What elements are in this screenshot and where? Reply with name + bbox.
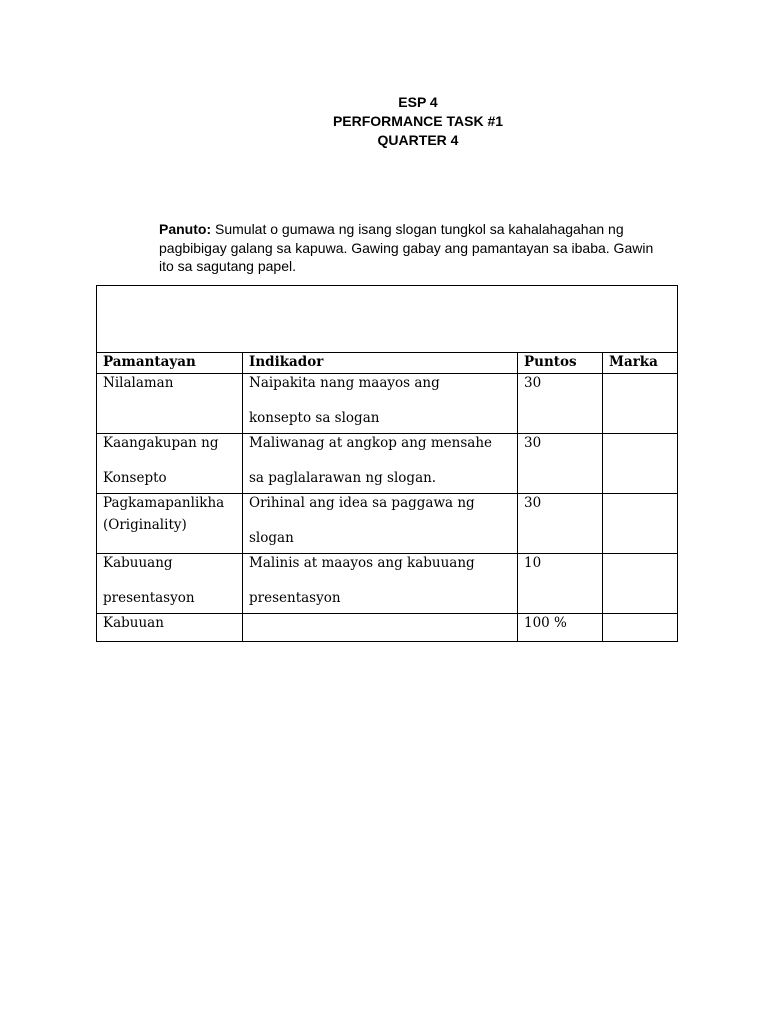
header-marka: Marka <box>603 353 678 374</box>
header-indikador: Indikador <box>243 353 518 374</box>
puntos-cell: 10 <box>518 554 603 614</box>
column-headers <box>97 353 678 374</box>
quarter-title: QUARTER 4 <box>377 132 459 148</box>
puntos-cell: 30 <box>518 374 603 434</box>
marka-cell[interactable] <box>603 374 678 434</box>
pamantayan-cell <box>97 434 243 494</box>
total-row <box>97 614 678 642</box>
total-indikador <box>243 614 518 642</box>
table-row <box>97 494 678 554</box>
marka-cell[interactable] <box>603 434 678 494</box>
cell-text: (Originality) <box>103 517 187 533</box>
table-row <box>97 554 678 614</box>
instructions-text: Sumulat o gumawa ng isang slogan tungkol sa kahalahagahan ng pagbibigay galang sa kapuwa. Gawing gabay ang pamantayan sa ibaba. Gawin ito sa sagutang papel. <box>159 221 654 274</box>
indikador-cell <box>243 554 518 614</box>
pamantayan-cell <box>97 494 243 554</box>
total-label: Kabuuan <box>97 614 243 642</box>
document-header <box>0 93 768 150</box>
indikador-cell <box>243 434 518 494</box>
cell-text: Maliwanag at angkop ang mensahe <box>249 435 492 451</box>
cell-text: konsepto sa slogan <box>249 410 380 426</box>
puntos-cell: 30 <box>518 494 603 554</box>
cell-text: Nilalaman <box>103 375 174 391</box>
cell-text: Kabuuang <box>103 555 173 571</box>
marka-cell[interactable] <box>603 494 678 554</box>
total-puntos: 100 % <box>518 614 603 642</box>
pamantayan-cell <box>97 374 243 434</box>
header-pamantayan: Pamantayan <box>97 353 243 374</box>
cell-text: presentasyon <box>249 590 341 606</box>
cell-text: presentasyon <box>103 590 195 606</box>
puntos-cell: 30 <box>518 434 603 494</box>
task-title: PERFORMANCE TASK #1 <box>332 113 504 129</box>
indikador-cell <box>243 494 518 554</box>
indikador-cell <box>243 374 518 434</box>
table-row <box>97 374 678 434</box>
instructions <box>159 220 669 276</box>
cell-text: Malinis at maayos ang kabuuang <box>249 555 475 571</box>
cell-text: Pagkamapanlikha <box>103 495 225 511</box>
blank-header-row <box>97 286 678 353</box>
marka-cell[interactable] <box>603 554 678 614</box>
cell-text: Orihinal ang idea sa paggawa ng <box>249 495 475 511</box>
table-row <box>97 434 678 494</box>
rubric-table <box>96 285 678 642</box>
pamantayan-cell <box>97 554 243 614</box>
cell-text: sa paglalarawan ng slogan. <box>249 470 437 486</box>
cell-text: Naipakita nang maayos ang <box>249 375 440 391</box>
subject-title: ESP 4 <box>398 94 438 110</box>
cell-text: slogan <box>249 530 294 546</box>
instructions-label: Panuto: <box>159 221 212 237</box>
header-puntos: Puntos <box>518 353 603 374</box>
total-marka[interactable] <box>603 614 678 642</box>
cell-text: Konsepto <box>103 470 167 486</box>
cell-text: Kaangakupan ng <box>103 435 219 451</box>
blank-cell <box>97 286 678 353</box>
